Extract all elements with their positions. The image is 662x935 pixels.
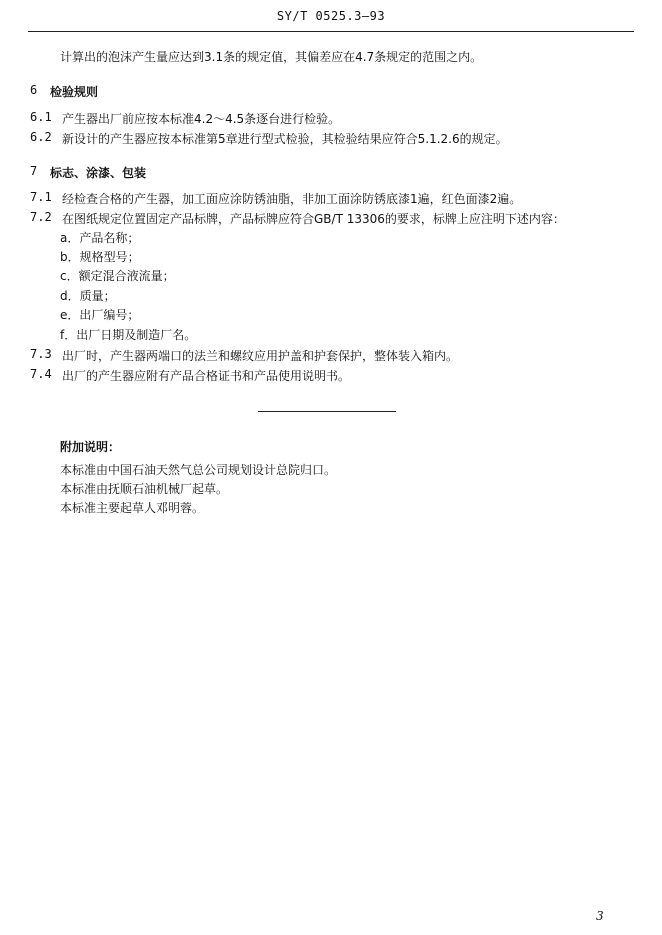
clause-6-2-number: 6.2	[30, 130, 52, 144]
clause-7-4-number: 7.4	[30, 367, 52, 381]
clause-6-2-text: 新设计的产生器应按本标准第5章进行型式检验，其检验结果应符合5.1.2.6的规定。	[62, 132, 508, 146]
header-rule	[28, 31, 634, 32]
end-separator-rule	[258, 411, 396, 412]
appendix-line: 本标准由中国石油天然气总公司规划设计总院归口。	[60, 463, 337, 477]
section-6-title: 检验规则	[50, 85, 99, 99]
clause-7-2-number: 7.2	[30, 210, 52, 224]
clause-7-1-number: 7.1	[30, 190, 52, 204]
clause-7-2-text: 在图纸规定位置固定产品标牌，产品标牌应符合GB/T 13306的要求，标牌上应注明下述内容：	[62, 212, 565, 226]
list-item: f．出厂日期及制造厂名。	[60, 328, 197, 342]
clause-7-3-number: 7.3	[30, 347, 52, 361]
list-item: b．规格型号；	[60, 250, 140, 264]
list-item: c．额定混合液流量；	[60, 269, 175, 283]
appendix-line: 本标准由抚顺石油机械厂起草。	[60, 482, 229, 496]
clause-6-1-text: 产生器出厂前应按本标准4.2～4.5条逐台进行检验。	[62, 112, 341, 126]
list-item: e．出厂编号；	[60, 308, 140, 322]
list-item: d．质量；	[60, 289, 116, 303]
clause-6-1-number: 6.1	[30, 110, 52, 124]
appendix-line: 本标准主要起草人邓明蓉。	[60, 501, 205, 515]
section-6-number: 6	[30, 83, 38, 97]
clause-7-4-text: 出厂的产生器应附有产品合格证书和产品使用说明书。	[62, 369, 351, 383]
section-7-number: 7	[30, 164, 38, 178]
clause-7-3-text: 出厂时，产生器两端口的法兰和螺纹应用护盖和护套保护，整体装入箱内。	[62, 349, 459, 363]
list-item: a．产品名称；	[60, 231, 140, 245]
document-code-header: SY/T 0525.3—93	[276, 9, 386, 23]
page-number: 3	[596, 909, 604, 923]
section-7-title: 标志、涂漆、包装	[50, 166, 147, 180]
intro-line: 计算出的泡沫产生量应达到3.1条的规定值，其偏差应在4.7条规定的范围之内。	[60, 50, 483, 64]
appendix-title: 附加说明：	[60, 440, 121, 454]
clause-7-1-text: 经检查合格的产生器，加工面应涂防锈油脂，非加工面涂防锈底漆1遍，红色面漆2遍。	[62, 192, 522, 206]
